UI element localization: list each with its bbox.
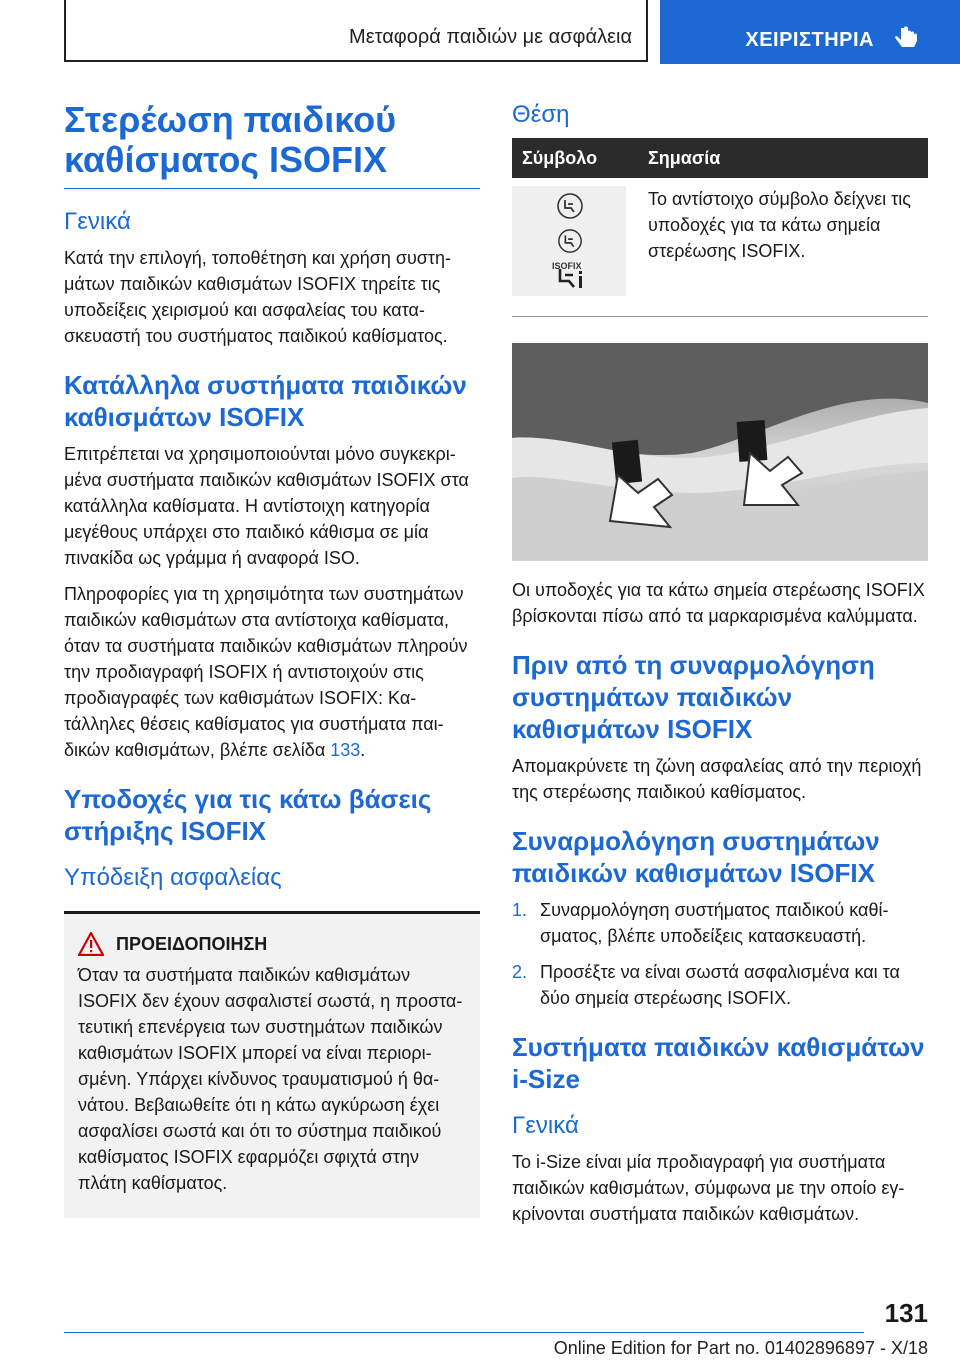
page-title <box>64 100 480 189</box>
warning-label: ΠΡΟΕΙΔΟΠΟΙΗΣΗ <box>116 933 268 954</box>
suitable-heading: Κατάλληλα συστήματα παιδικών καθισμάτων ISOFIX <box>64 370 467 432</box>
section-tab-label: ΧΕΙΡΙΣΤΗΡΙΑ <box>745 29 874 51</box>
suitable-text-2 <box>64 581 480 763</box>
table-col-symbol: Σύμβολο <box>512 138 638 178</box>
general-text: Κατά την επιλογή, τοποθέτηση και χρήση συστημάτων παιδικών καθισμάτων ISOFIX τηρείτε τις υποδείξεις χειρισμού και ασφαλείας του κατασκευαστή του συστήματος παιδικού καθίσματος. <box>64 248 452 346</box>
suitable-text-1: Επιτρέπεται να χρησιμοποιούνται μόνο συγκεκριμένα συστήματα παιδικών καθισμάτων ISOFIX στα κατάλληλα καθίσματα. Η αντίστοιχη κατηγορία μεγέθους υπάρχει στο παιδικό κάθισμα σε μία πινακίδα ως γράμμα ή αναφορά ISO. <box>64 444 469 568</box>
left-column <box>64 100 480 1218</box>
mounts-heading: Υποδοχές για τις κάτω βάσεις στήριξης ISOFIX <box>64 784 432 846</box>
child-seat-info-icon <box>556 266 586 292</box>
table-cell-symbol <box>512 178 638 317</box>
title-line-2: καθίσματος ISOFIX <box>64 139 388 180</box>
title-line-1: Στερέωση παιδικού <box>64 99 397 140</box>
table-cell-meaning: Το αντίστοιχο σύμβολο δείχνει τις υποδοχές για τα κάτω σημεία στερέωσης ISOFIX. <box>638 178 928 317</box>
list-item <box>512 959 928 1011</box>
hand-pointer-icon <box>892 24 922 54</box>
table-header-row <box>512 138 928 178</box>
suitable-text-2-body: Πληροφορίες για τη χρησιμότητα των συστημάτων παιδικών καθισμάτων στα αντίστοιχα καθίσματα, όταν τα συστήματα παιδικών καθισμάτων πληρούν την προδιαγραφή ISOFIX ή αντιστοιχούν στις προδιαγραφές των καθισμάτων ISOFIX: Κατάλληλες θέσεις καθίσματος για συστήματα παιδικών καθισμάτων, βλέπε σελίδα <box>64 584 468 760</box>
before-heading: Πριν από τη συναρμολόγηση συστημάτων παιδικών καθισμάτων ISOFIX <box>512 650 875 744</box>
child-seat-icon <box>556 192 584 220</box>
step-number: 2. <box>512 962 528 982</box>
assembly-heading: Συναρμολόγηση συστημάτων παιδικών καθισμάτων ISOFIX <box>512 826 880 888</box>
warning-box <box>64 911 480 1218</box>
isize-heading: Συστήματα παιδικών καθισμάτων i-Size <box>512 1032 925 1094</box>
position-heading: Θέση <box>512 101 570 128</box>
page-header <box>0 0 960 64</box>
chapter-frame <box>64 0 648 62</box>
section-tab[interactable] <box>660 0 960 64</box>
page-ref-link[interactable]: 133 <box>330 740 361 760</box>
before-text: Απομακρύνετε τη ζώνη ασφαλείας από την περιοχή της στερέωσης παιδικού καθίσματος. <box>512 756 922 802</box>
step-text: Προσέξτε να είναι σωστά ασφαλισμένα και τα δύο σημεία στερέωσης ISOFIX. <box>540 962 900 1008</box>
list-item <box>512 897 928 949</box>
symbol-box <box>512 186 626 296</box>
warning-triangle-icon <box>78 932 104 956</box>
step-text: Συναρμολόγηση συστήματος παιδικού καθίσματος, βλέπε υποδείξεις κατασκευαστή. <box>540 900 889 946</box>
suitable-text-2-end: . <box>360 740 366 760</box>
isofix-seat-icon <box>557 228 583 254</box>
general-heading: Γενικά <box>64 208 131 235</box>
safety-heading: Υπόδειξη ασφαλείας <box>64 864 282 891</box>
footer-rule <box>64 1332 864 1333</box>
isofix-anchor-photo <box>512 343 928 561</box>
chapter-title: Μεταφορά παιδιών με ασφάλεια <box>349 26 632 48</box>
isize-text: Το i-Size είναι μία προδιαγραφή για συστήματα παιδικών καθισμάτων, σύμφωνα με την οποίο εγκρίνονται συστήματα παιδικών καθισμάτων. <box>512 1152 905 1224</box>
page-number: 131 <box>884 1298 928 1328</box>
symbol-table <box>512 138 928 317</box>
assembly-steps <box>512 897 928 1011</box>
edition-line: Online Edition for Part no. 01402896897 - X/18 <box>553 1338 928 1358</box>
photo-caption: Οι υποδοχές για τα κάτω σημεία στερέωσης ISOFIX βρίσκονται πίσω από τα μαρκαρισμένα καλύμματα. <box>512 580 925 626</box>
warning-head <box>78 932 466 956</box>
isize-general-heading: Γενικά <box>512 1112 579 1139</box>
right-column <box>512 100 928 1237</box>
warning-text: Όταν τα συστήματα παιδικών καθισμάτων ISOFIX δεν έχουν ασφαλιστεί σωστά, η προστατευτική επενέργεια των συστημάτων παιδικών καθισμάτων ISOFIX μπορεί να είναι περιορισμένη. Υπάρχει κίνδυνος τραυματισμού ή θανάτου. Βεβαιωθείτε ότι η κάτω αγκύρωση έχει ασφαλίσει σωστά και ότι το σύστημα παιδικού καθίσματος ISOFIX εφαρμόζει σφιχτά στην πλάτη καθίσματος. <box>78 965 463 1193</box>
symbol-caption: ISOFIX <box>552 261 582 271</box>
table-col-meaning: Σημασία <box>638 138 928 178</box>
table-row <box>512 178 928 317</box>
step-number: 1. <box>512 900 528 920</box>
